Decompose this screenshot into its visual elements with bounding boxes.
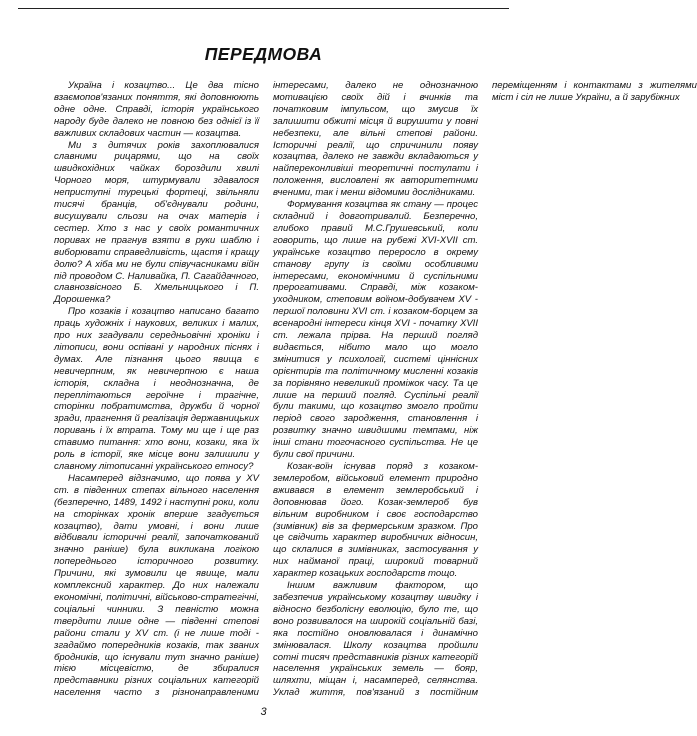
- top-rule: [18, 8, 509, 9]
- page-title: ПЕРЕДМОВА: [204, 44, 323, 64]
- paragraph: Формування козацтва як стану — процес складний і довготривалий. Безперечно, глибоко правий М.С.Грушевський, коли говорить, що лише на рубежі XVI-XVII ст. українське козацтво переросло в окрему станову групу із своїми особливими інтересами, економічними й суспільними прерогативами. Справді, між козаком-уходником, степовим воїном-добувачем XV - першої половини XVI ст. і козаком-борцем за всенародні інтереси кінця XVI - початку XVII ст. лежала прірва. На перший погляд видається, нібито мало що могло змінитися у психології, системі ціннісних орієнтирів та політичному мисленні козаків за порівняно невеликий проміжок часу. Та це лише на перший погляд. Суспільні реалії були такими, що козацтво змогло пройти період свого зародження, становлення і розвитку значно швидшими темпами, ніж інші стани тогочасного суспільства. Не це були свої причини.: [273, 199, 478, 461]
- paragraph: Козак-воїн існував поряд з козаком-землеробом, військовий елемент природно вживався в елемент землеробський і доповнював його. Козак-землероб був вільним виробником і своє господарство (зимівник) вів за фермерським зразком. Про це свідчить характер виробничих відносин, що склалися в зимівниках, застосування у них найманої праці, широкий товарний характер козацьких господарств тощо.: [273, 461, 478, 580]
- paragraph: Про козаків і козацтво написано багато праць художніх і наукових, великих і малих, про них згадували середньовічні хроніки і літописи, вони оспівані у народних піснях і думах. Але пізнання цього явища є невичерпним, як невичерпною є наша історія, складна і неоднозначна, де переплітаються героїчне і трагічне, сторінки побратимства, дружби й чорної зради, прагнення й реалізація державницьких поривань і їх втрата. Тому ми ще і ще раз ставимо питання: хто вони, козаки, яка їх роль в історії, яке місце вони залишили у славному літописанні українського етносу?: [54, 306, 259, 472]
- paragraph: Ми з дитячих років захоплювалися славними рицарями, що на своїх швидкохідних чайках бороздили хвилі Чорного моря, штурмували здавалося неприступні турецькі фортеці, звільняли тисячі бранців, об'єднували родини, висушували сльози на очах матерів і сестер. Хто з нас у своїх романтичних поривах не прагнув взяти в руки шаблю і виборювати справедливість, щастя і кращу долю? А хіба ми не були співучасниками війн під проводом С. Наливайка, П. Сагайдачного, славнозвісного Б. Хмельницького і П. Дорошенка?: [54, 139, 259, 306]
- page-number: 3: [260, 706, 267, 718]
- paragraph: Іншим важливим фактором, що забезпечив українському козацтву швидку і відносно безболісну еволюцію, було те, що воно розвивалося на широкій соціальній базі, яка постійно оновлювалася і динамічно змінювалася. Школу козацтва пройшли сотні тисяч представників різних категорій населення українських земель — бояр, шляхти, міщан і, насамперед, селянства. Уклад життя, пов'язаний з постійним переміщенням і контактами з жителями міст і сіл не лише України, а й зарубіжних: [273, 80, 697, 699]
- body-text: [54, 80, 697, 700]
- paragraph: Україна і козацтво... Це два тісно взаємопов'язаних поняття, які доповнюють одне одне. Справді, історія українського народу буде далеко не повною без однієї із її важливих складових частин — козацтва.: [54, 80, 259, 139]
- paragraph: Насамперед відзначимо, що поява у XV ст. в південних степах вільного населення (безперечно, 1489, 1492 і наступні роки, коли на сторінках хронік вперше згадується козацтво), дати умовні, і вони лише відбивали історичні реалії, започаткований значно раніше) була викликана логікою попереднього історичного розвитку. Причини, які зумовили це явище, мали комплексний характер. До них належали економічні, політичні, військово-стратегічні, соціальні чинники. З певністю можна твердити лише одне — південні степові райони стали у XV ст. (і не лише тоді - згадаймо попередників козаків, так званих бродників, що існували тут значно раніше) тією місцевістю, де збиралися представники різних соціальних категорій населення часто з різнонаправленими інтересами, далеко не однозначною мотивацією своїх дій і вчинків та початковим імпульсом, що змусив їх залишити обжиті місця й вирушити у повні небезпеки, але вільні степові райони. Історичні реалії, що спричинили появу козацтва, далеко не завжди вкладаються у найпереконливіші теоретичні постулати і положення, висловлені як авторитетними вченими, так і менш відомими дослідниками.: [54, 80, 478, 699]
